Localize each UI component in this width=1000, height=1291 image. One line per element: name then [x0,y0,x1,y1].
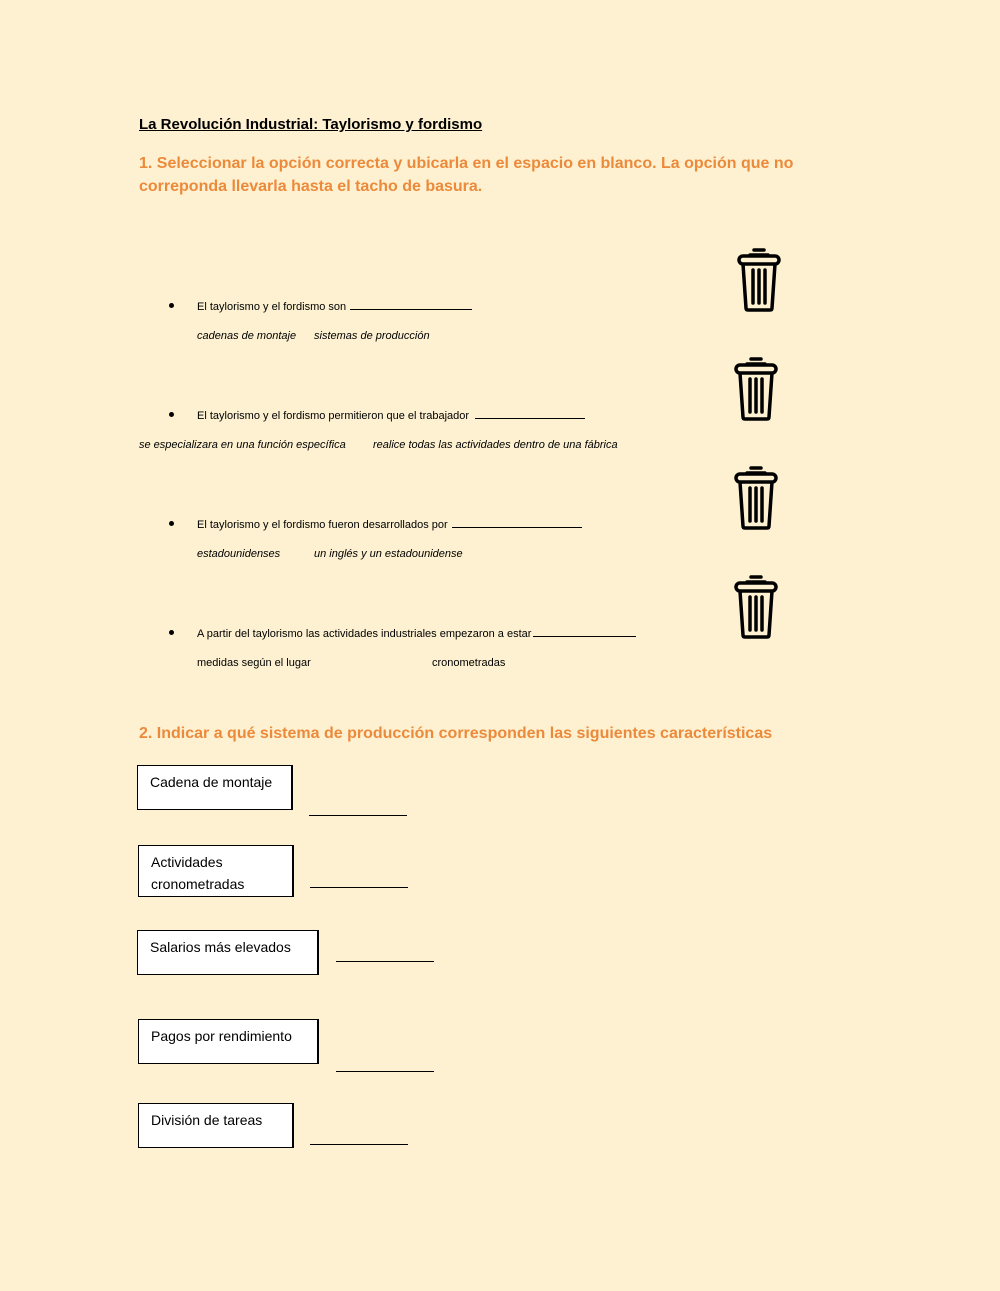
characteristic-box[interactable]: Cadena de montaje [137,765,293,810]
option-3b[interactable]: un inglés y un estadounidense [314,548,463,560]
characteristic-box[interactable]: Actividades cronometradas [138,845,294,897]
section-2-heading: 2. Indicar a qué sistema de producción corresponden las siguientes características [139,725,773,742]
answer-blank-2[interactable] [475,408,585,419]
option-2b[interactable]: realice todas las actividades dentro de una fábrica [373,439,618,451]
question-1-text: El taylorismo y el fordismo son [197,301,347,313]
answer-line[interactable] [310,887,408,888]
section-1-heading: 1. Seleccionar la opción correcta y ubicarla en el espacio en blanco. La opción que no correponda llevarla hasta el tacho de basura. [139,155,794,195]
question-3 [197,517,582,531]
question-3-text: El taylorismo y el fordismo fueron desarrollados por [197,519,448,531]
characteristic-box[interactable]: División de tareas [138,1103,294,1148]
trash-can-icon[interactable] [734,247,784,313]
bullet-dot [169,303,174,308]
option-1a[interactable]: cadenas de montaje [197,330,297,342]
question-4 [197,626,636,640]
answer-blank-1[interactable] [350,299,472,310]
answer-line[interactable] [310,1144,408,1145]
question-4-text: A partir del taylorismo las actividades industriales empezaron a estar [197,628,532,640]
option-2a[interactable]: se especializara en una función específica [139,439,346,451]
answer-line[interactable] [336,1071,434,1072]
bullet-dot [169,412,174,417]
answer-line[interactable] [309,815,407,816]
option-1b[interactable]: sistemas de producción [314,330,430,342]
question-1 [197,299,472,313]
option-3a[interactable]: estadounidenses [197,548,281,560]
characteristic-box[interactable]: Pagos por rendimiento [138,1019,319,1064]
bullet-dot [169,630,174,635]
answer-line[interactable] [336,961,434,962]
answer-blank-3[interactable] [452,517,582,528]
question-2-text: El taylorismo y el fordismo permitieron que el trabajador [197,410,470,422]
answer-blank-4[interactable] [533,626,636,637]
bullet-dot [169,521,174,526]
characteristic-box[interactable]: Salarios más elevados [137,930,319,975]
option-4a[interactable]: medidas según el lugar [197,657,311,669]
trash-can-icon[interactable] [731,574,781,640]
trash-can-icon[interactable] [731,356,781,422]
trash-can-icon[interactable] [731,465,781,531]
option-4b[interactable]: cronometradas [432,657,506,669]
question-2 [197,408,585,422]
page-title: La Revolución Industrial: Taylorismo y fordismo [139,116,483,133]
